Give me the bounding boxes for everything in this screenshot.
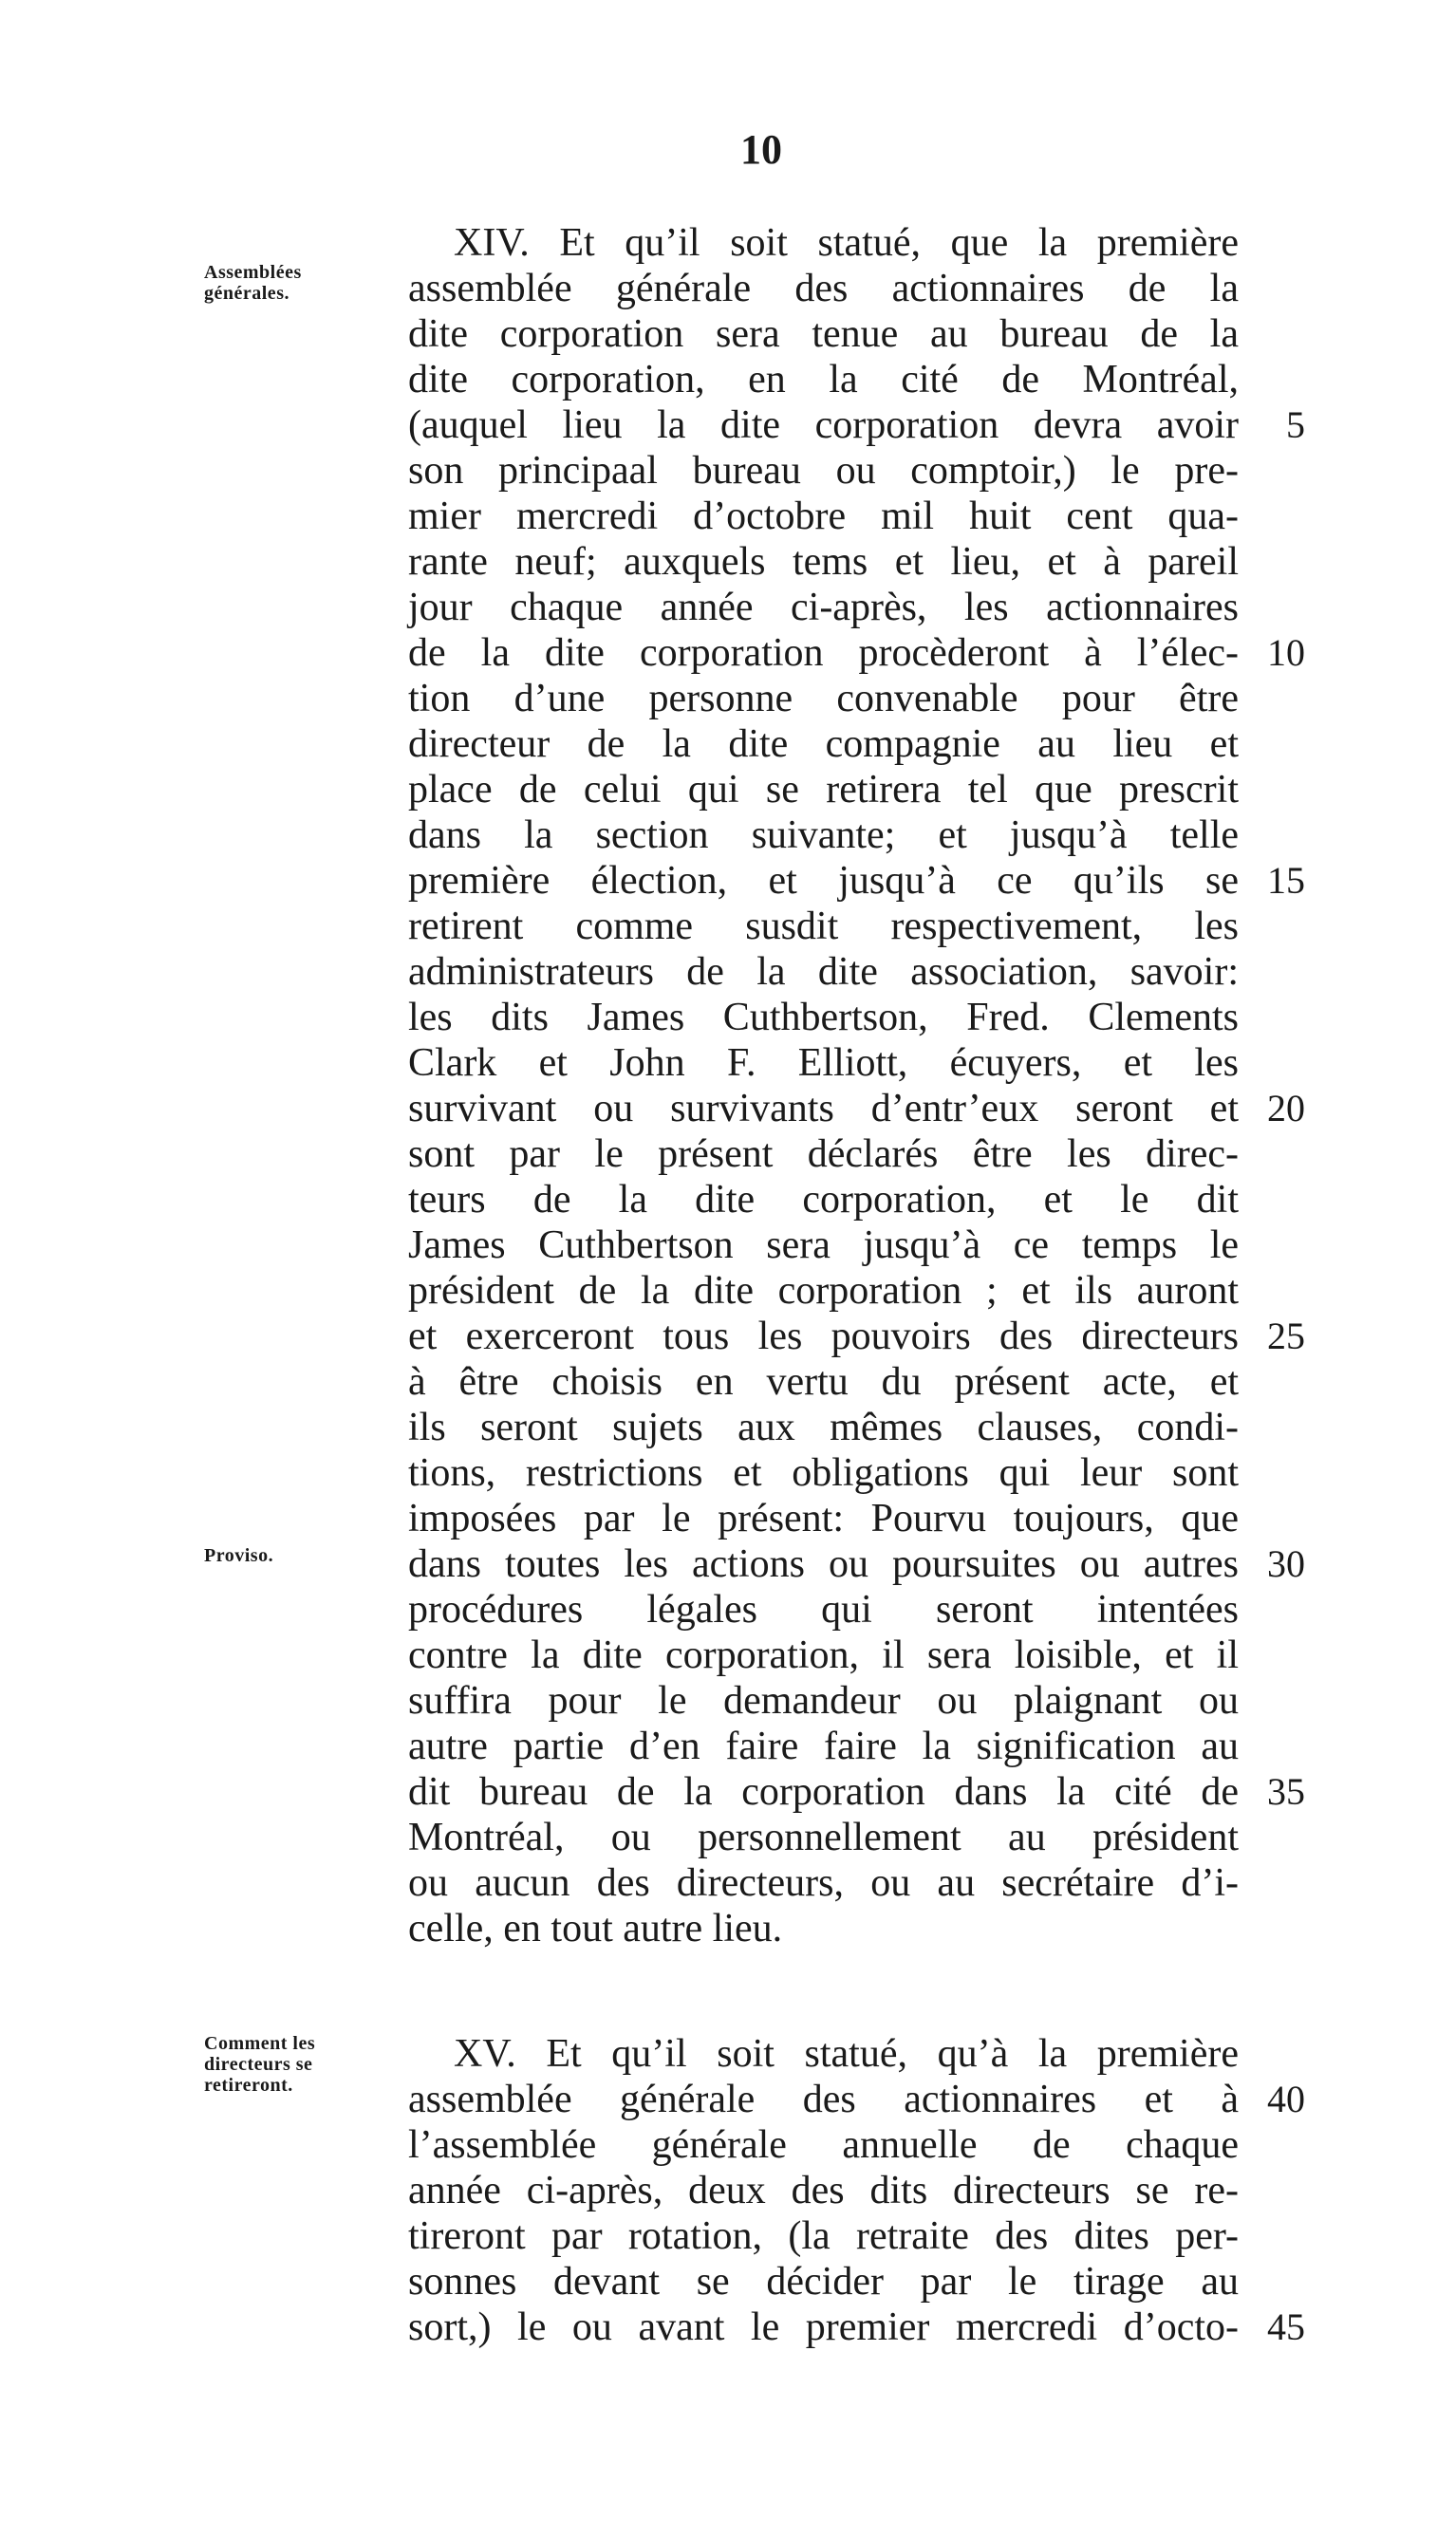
line-number: 10 xyxy=(1267,631,1305,674)
text-line: (auquel lieu la dite corporation devra avoir xyxy=(408,403,1239,447)
margin-note-comment xyxy=(204,2033,394,2096)
text-line: son principaal bureau ou comptoir,) le pre- xyxy=(408,449,1239,493)
text-line: dite corporation sera tenue au bureau de la xyxy=(408,312,1239,356)
text-line: autre partie d’en faire faire la signification au xyxy=(408,1725,1239,1768)
text-line: procédures légales qui seront intentées xyxy=(408,1588,1239,1632)
margin-note-line: générales. xyxy=(204,283,289,304)
text-line: mier mercredi d’octobre mil huit cent qua- xyxy=(408,495,1239,538)
line-number: 20 xyxy=(1267,1087,1305,1129)
margin-note-assemblees xyxy=(204,262,394,304)
page-number: 10 xyxy=(740,126,782,173)
text-line: à être choisis en vertu du présent acte, et xyxy=(408,1360,1239,1404)
text-line: XV. Et qu’il soit statué, qu’à la première xyxy=(454,2032,1239,2076)
text-line: Clark et John F. Elliott, écuyers, et les xyxy=(408,1041,1239,1085)
text-line: sont par le présent déclarés être les direc- xyxy=(408,1132,1239,1176)
text-line: et exerceront tous les pouvoirs des directeurs xyxy=(408,1315,1239,1358)
text-line: dit bureau de la corporation dans la cité de xyxy=(408,1770,1239,1814)
text-line: sort,) le ou avant le premier mercredi d’octo- xyxy=(408,2305,1239,2349)
text-line: jour chaque année ci-après, les actionnaires xyxy=(408,586,1239,629)
line-number: 30 xyxy=(1267,1542,1305,1585)
text-line: place de celui qui se retirera tel que prescrit xyxy=(408,768,1239,812)
text-line: assemblée générale des actionnaires et à xyxy=(408,2078,1239,2121)
text-line: administrateurs de la dite association, savoir: xyxy=(408,950,1239,994)
text-line: dite corporation, en la cité de Montréal, xyxy=(408,358,1239,401)
text-line: retirent comme susdit respectivement, les xyxy=(408,905,1239,948)
text-line: rante neuf; auxquels tems et lieu, et à pareil xyxy=(408,540,1239,584)
text-line: première élection, et jusqu’à ce qu’ils se xyxy=(408,859,1239,903)
text-line: suffira pour le demandeur ou plaignant ou xyxy=(408,1679,1239,1723)
margin-note-proviso xyxy=(204,1545,394,1566)
text-line: XIV. Et qu’il soit statué, que la première xyxy=(454,221,1239,265)
text-line: sonnes devant se décider par le tirage au xyxy=(408,2260,1239,2304)
section-xiv xyxy=(408,220,1239,1951)
line-number: 5 xyxy=(1286,403,1305,446)
text-line: de la dite corporation procèderont à l’élec- xyxy=(408,631,1239,675)
text-line: tions, restrictions et obligations qui leur sont xyxy=(408,1451,1239,1495)
text-line: tireront par rotation, (la retraite des dites per- xyxy=(408,2214,1239,2258)
line-number: 35 xyxy=(1267,1770,1305,1813)
line-number: 45 xyxy=(1267,2305,1305,2348)
text-line: survivant ou survivants d’entr’eux seront et xyxy=(408,1087,1239,1130)
text-line: teurs de la dite corporation, et le dit xyxy=(408,1178,1239,1222)
text-line: tion d’une personne convenable pour être xyxy=(408,677,1239,720)
margin-note-line: retireront. xyxy=(204,2075,293,2096)
text-line: imposées par le présent: Pourvu toujours, que xyxy=(408,1497,1239,1540)
text-line: l’assemblée générale annuelle de chaque xyxy=(408,2123,1239,2167)
section-xv xyxy=(408,2031,1239,2350)
margin-note-line: Assemblées xyxy=(204,262,302,283)
text-line: ils seront sujets aux mêmes clauses, condi- xyxy=(408,1406,1239,1449)
text-line: dans toutes les actions ou poursuites ou autres xyxy=(408,1542,1239,1586)
text-line: ou aucun des directeurs, ou au secrétaire d’i- xyxy=(408,1861,1239,1905)
line-number: 15 xyxy=(1267,859,1305,902)
text-line: dans la section suivante; et jusqu’à telle xyxy=(408,813,1239,857)
text-line: assemblée générale des actionnaires de la xyxy=(408,267,1239,310)
text-line: Montréal, ou personnellement au président xyxy=(408,1816,1239,1859)
margin-note-line: directeurs se xyxy=(204,2054,313,2075)
margin-note-line: Proviso. xyxy=(204,1545,274,1566)
text-line: celle, en tout autre lieu. xyxy=(408,1907,783,1950)
text-line: président de la dite corporation ; et ils auront xyxy=(408,1269,1239,1313)
line-number: 40 xyxy=(1267,2078,1305,2120)
margin-note-line: Comment les xyxy=(204,2033,316,2054)
text-line: contre la dite corporation, il sera loisible, et il xyxy=(408,1633,1239,1677)
text-line: les dits James Cuthbertson, Fred. Clements xyxy=(408,996,1239,1039)
line-number: 25 xyxy=(1267,1315,1305,1357)
text-line: James Cuthbertson sera jusqu’à ce temps le xyxy=(408,1223,1239,1267)
text-line: année ci-après, deux des dits directeurs se re- xyxy=(408,2169,1239,2212)
text-line: directeur de la dite compagnie au lieu et xyxy=(408,722,1239,766)
